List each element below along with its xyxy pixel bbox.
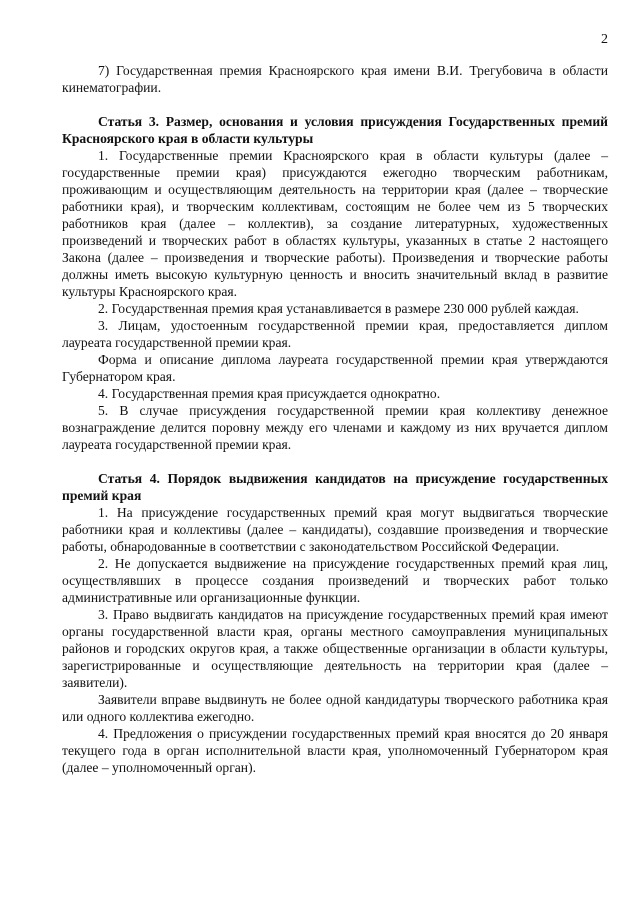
article-4-paragraph: 3. Право выдвигать кандидатов на присуждение государственных премий края имеют органы государственной власти края, органы местного самоуправления муниципальных районов и городских округов края, а также общественные организации в области культуры, зарегистрированные и осуществляющие деятельность на территории края (далее – заявители).: [62, 607, 608, 690]
article-3-paragraph: 4. Государственная премия края присуждается однократно.: [98, 386, 441, 401]
article-4-paragraph: 2. Не допускается выдвижение на присуждение государственных премий края лиц, осуществлявших в процессе создания произведений и творческих работ только административные или организационные функции.: [62, 556, 608, 605]
document-body: [62, 62, 608, 776]
article-3-paragraph: 3. Лицам, удостоенным государственной премии края, предоставляется диплом лауреата государственной премии края.: [62, 318, 608, 350]
item-7-paragraph: 7) Государственная премия Красноярского края имени В.И. Трегубовича в области кинематографии.: [62, 63, 608, 95]
article-3-paragraph: 1. Государственные премии Красноярского края в области культуры (далее – государственные премии края) присуждаются ежегодно творческим работникам, проживающим и осуществляющим деятельность на территории края (далее – творческие работники края), и творческим коллективам, состоящим не более чем из 5 творческих работников края (далее – коллектив), за создание литературных, художественных произведений и творческих работ в областях культуры, указанных в статье 2 настоящего Закона (далее – произведения и творческие работы). Произведения и творческие работы должны иметь высокую культурную ценность и вносить значительный вклад в развитие культуры Красноярского края.: [62, 148, 608, 299]
article-3-paragraph: 2. Государственная премия края устанавливается в размере 230 000 рублей каждая.: [98, 301, 579, 316]
article-4-paragraph: 4. Предложения о присуждении государственных премий края вносятся до 20 января текущего года в орган исполнительной власти края, уполномоченный Губернатором края (далее – уполномоченный орган).: [62, 726, 608, 775]
article-3-heading: Статья 3. Размер, основания и условия присуждения Государственных премий Красноярского края в области культуры: [62, 114, 608, 146]
page-number: 2: [601, 32, 608, 47]
article-3-paragraph: 5. В случае присуждения государственной премии края коллективу денежное вознаграждение делится поровну между его членами и каждому из них вручается диплом лауреата государственной премии края.: [62, 403, 608, 452]
article-4-paragraph: Заявители вправе выдвинуть не более одной кандидатуры творческого работника края или одного коллектива ежегодно.: [62, 692, 608, 724]
article-4-paragraph: 1. На присуждение государственных премий края могут выдвигаться творческие работники края и коллективы (далее – кандидаты), создавшие произведения и творческие работы, обнародованные в соответствии с законодательством Российской Федерации.: [62, 505, 608, 554]
spacer: [62, 96, 608, 113]
article-4-heading: Статья 4. Порядок выдвижения кандидатов на присуждение государственных премий края: [62, 471, 608, 503]
spacer: [62, 453, 608, 470]
article-3-paragraph: Форма и описание диплома лауреата государственной премии края утверждаются Губернатором края.: [62, 352, 608, 384]
